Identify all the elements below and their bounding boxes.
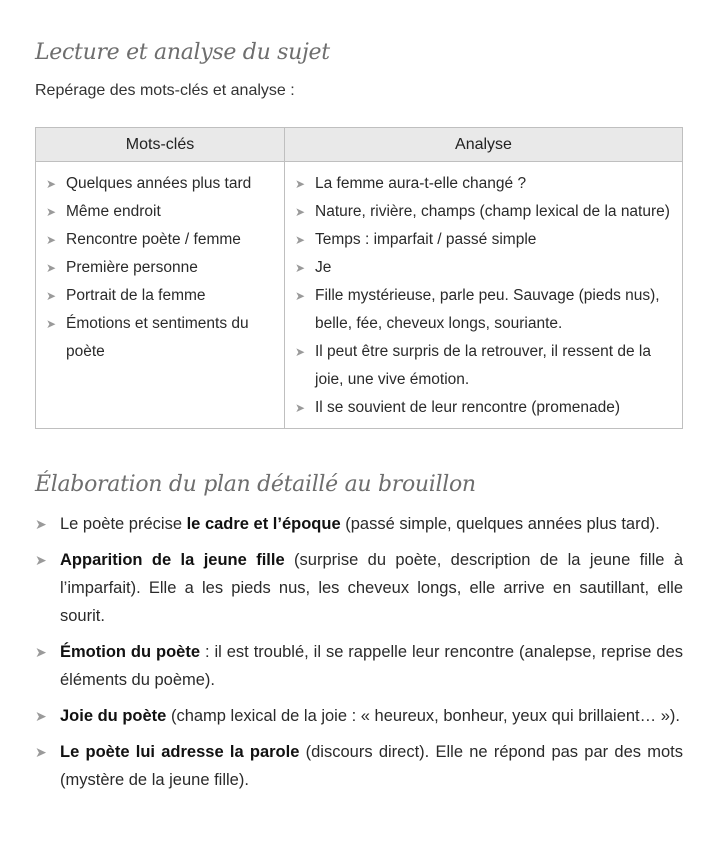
leaf-bullet-icon: ➤ [295,205,306,219]
plan-item: ➤ Joie du poète (champ lexical de la joie : « heureux, bonheur, yeux qui brillaient… »). [35,702,683,730]
leaf-bullet-icon: ➤ [46,289,57,303]
keyword-item: ➤ Même endroit [44,198,278,226]
plan-item: ➤ Le poète lui adresse la parole (discours direct). Elle ne répond pas par des mots (mystère de la jeune fille). [35,738,683,794]
keyword-item: ➤ Émotions et sentiments du poète [44,310,278,366]
plan-item: ➤ Le poète précise le cadre et l’époque (passé simple, quelques années plus tard). [35,510,683,538]
analysis-item: ➤ Temps : imparfait / passé simple [293,226,676,254]
analysis-item: ➤ La femme aura-t-elle changé ? [293,170,676,198]
leaf-bullet-icon: ➤ [295,233,306,247]
analysis-item: ➤ Il peut être surpris de la retrouver, il ressent de la joie, une vive émotion. [293,338,676,394]
keywords-cell [36,162,285,429]
keyword-item: ➤ Rencontre poète / femme [44,226,278,254]
leaf-bullet-icon: ➤ [35,644,47,660]
keywords-analysis-table [35,127,683,429]
leaf-bullet-icon: ➤ [35,516,47,532]
plan-item: ➤ Émotion du poète : il est troublé, il se rappelle leur rencontre (analepse, reprise des éléments du poème). [35,638,683,694]
leaf-bullet-icon: ➤ [46,233,57,247]
keyword-item: ➤ Quelques années plus tard [44,170,278,198]
section-title-lecture: Lecture et analyse du sujet [35,40,330,65]
leaf-bullet-icon: ➤ [295,261,306,275]
analysis-item: ➤ Je [293,254,676,282]
leaf-bullet-icon: ➤ [46,177,57,191]
leaf-bullet-icon: ➤ [46,261,57,275]
header-keywords: Mots-clés [36,128,285,162]
keyword-item: ➤ Portrait de la femme [44,282,278,310]
plan-list [35,510,683,802]
leaf-bullet-icon: ➤ [295,345,306,359]
leaf-bullet-icon: ➤ [35,708,47,724]
header-analysis: Analyse [285,128,683,162]
plan-item: ➤ Apparition de la jeune fille (surprise du poète, description de la jeune fille à l’imparfait). Elle a les pieds nus, les cheveux longs, elle arrive en sautillant, elle sourit. [35,546,683,630]
section-title-elaboration: Élaboration du plan détaillé au brouillon [35,472,476,497]
section-subtitle: Repérage des mots-clés et analyse : [35,82,295,99]
analysis-item: ➤ Nature, rivière, champs (champ lexical de la nature) [293,198,676,226]
keyword-item: ➤ Première personne [44,254,278,282]
analysis-item: ➤ Fille mystérieuse, parle peu. Sauvage (pieds nus), belle, fée, cheveux longs, souriante. [293,282,676,338]
leaf-bullet-icon: ➤ [295,289,306,303]
analysis-cell [285,162,683,429]
leaf-bullet-icon: ➤ [46,317,57,331]
analysis-item: ➤ Il se souvient de leur rencontre (promenade) [293,394,676,422]
leaf-bullet-icon: ➤ [295,401,306,415]
leaf-bullet-icon: ➤ [295,177,306,191]
leaf-bullet-icon: ➤ [46,205,57,219]
leaf-bullet-icon: ➤ [35,552,47,568]
leaf-bullet-icon: ➤ [35,744,47,760]
